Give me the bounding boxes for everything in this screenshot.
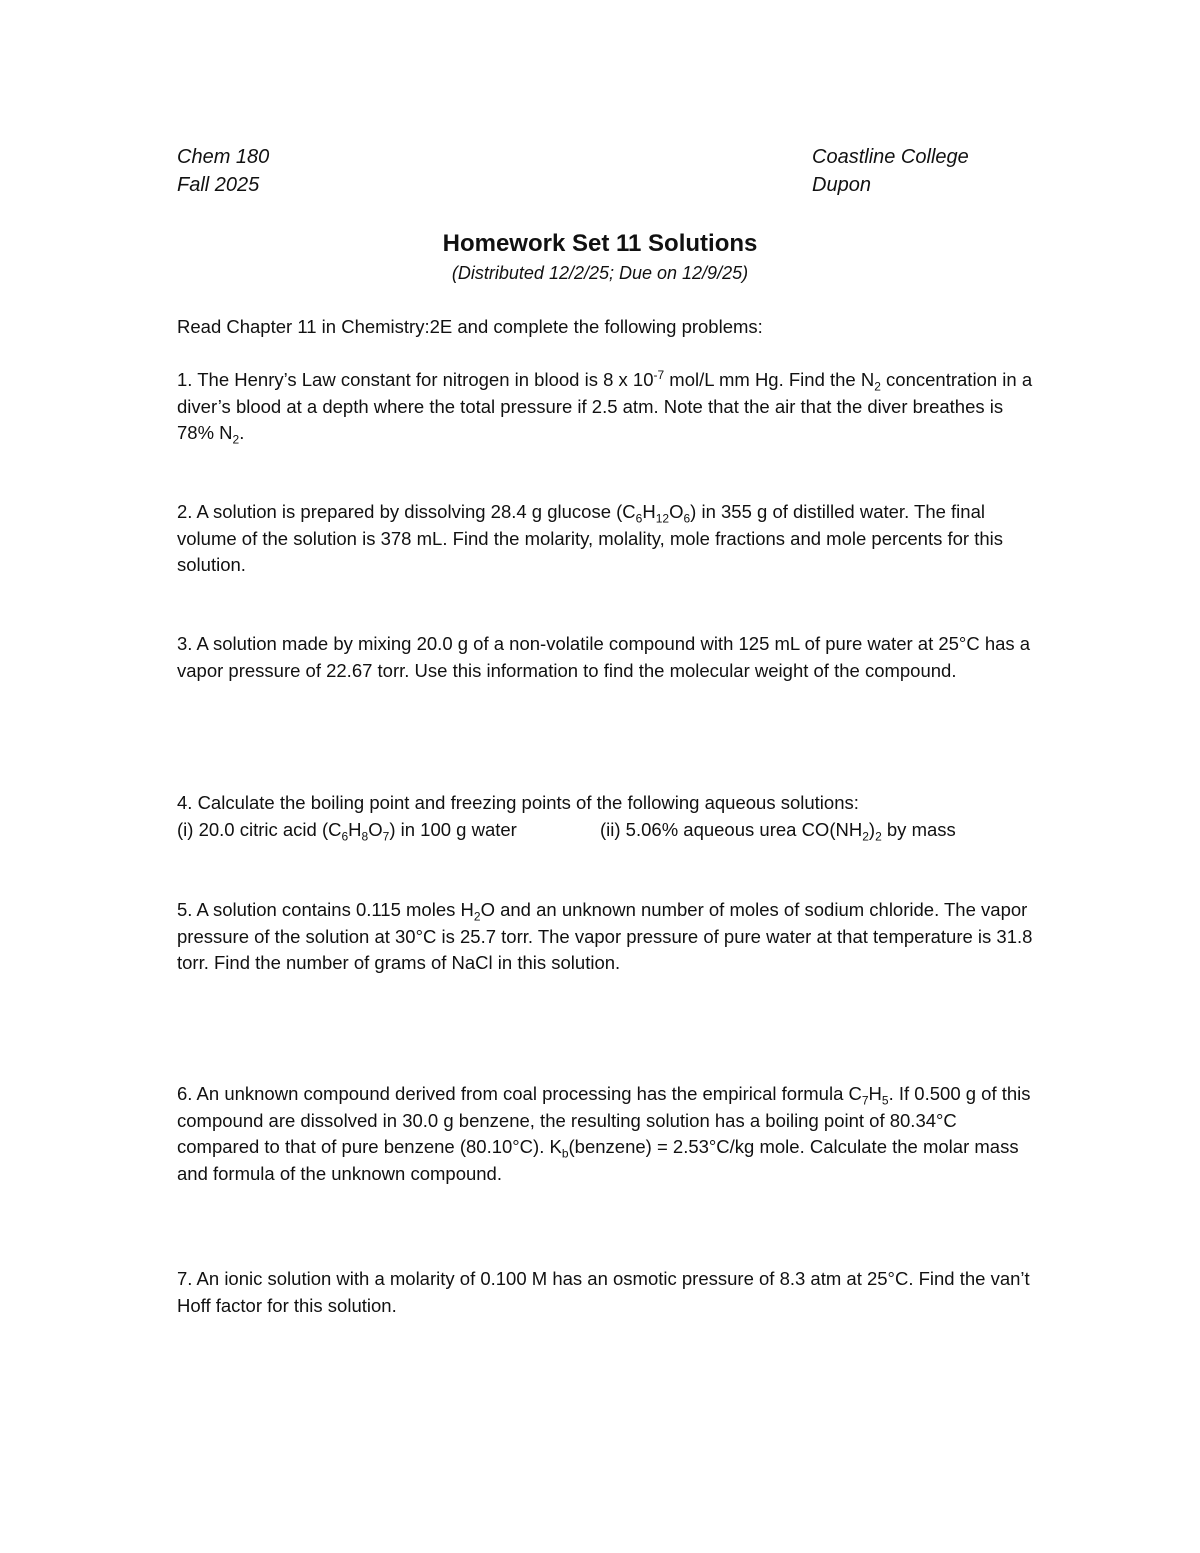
problem-4: [177, 790, 1037, 843]
problem-4-part-ii: (ii) 5.06% aqueous urea $CO(NH_2)_2$ by mass: [600, 818, 956, 844]
page-title: Homework Set 11 Solutions: [442, 230, 758, 257]
intro-text: Read Chapter 11 in Chemistry:2E and complete the following problems:: [177, 316, 763, 337]
instructor-name: Dupon: [812, 174, 871, 196]
problem-3: 3. A solution made by mixing 20.0 g of a non-volatile compound with 125 mL of pure water at 25°C has a vapor pressure of 22.67 torr. Use this information to find the molecular weight of the compound.: [177, 633, 1031, 681]
problem-7: 7. An ionic solution with a molarity of 0.100 M has an osmotic pressure of 8.3 atm at 25°C. Find the van’t Hoff factor for this solution.: [177, 1268, 1030, 1316]
header-left: [177, 143, 269, 199]
problem-1: 1. The Henry’s Law constant for nitrogen in blood is 8 x $10^{-7}$ mol/L mm Hg. Find the $N_2$ concentration in a diver’s blood at a depth where the total pressure if 2.5 atm. Note that the air that the diver breathes is 78% $N_2$.: [177, 367, 1033, 447]
problem-4-part-i: (i) 20.0 citric acid $(C_6H_8O_7)$ in 100 g water: [177, 818, 517, 844]
problem-4-parts: [177, 817, 1037, 844]
page-subtitle: (Distributed 12/2/25; Due on 12/9/25): [451, 263, 749, 283]
problem-4-prompt: 4. Calculate the boiling point and freezing points of the following aqueous solutions:: [177, 792, 859, 813]
course-name: Chem 180: [177, 146, 270, 168]
header-right: [812, 143, 969, 199]
problem-5: 5. A solution contains 0.115 moles $H_2O$ and an unknown number of moles of sodium chloride. The vapor pressure of the solution at 30°C is 25.7 torr. The vapor pressure of pure water at that temperature is 31.8 torr. Find the number of grams of NaCl in this solution.: [177, 899, 1033, 973]
term: Fall 2025: [177, 174, 260, 196]
problem-6: 6. An unknown compound derived from coal processing has the empirical formula $C_7H_5$. If 0.500 g of this compound are dissolved in 30.0 g benzene, the resulting solution has a boiling point of 80.34°C compared to that of pure benzene (80.10°C). $K_b(benzene) = 2.53^\circ C/kg$ mole. Calculate the molar mass and formula of the unknown compound.: [177, 1083, 1031, 1184]
college-name: Coastline College: [812, 146, 969, 168]
problem-2: 2. A solution is prepared by dissolving 28.4 g glucose $(C_6H_{12}O_6)$ in 355 g of distilled water. The final volume of the solution is 378 mL. Find the molarity, molality, mole fractions and mole percents for this solution.: [177, 501, 1004, 575]
